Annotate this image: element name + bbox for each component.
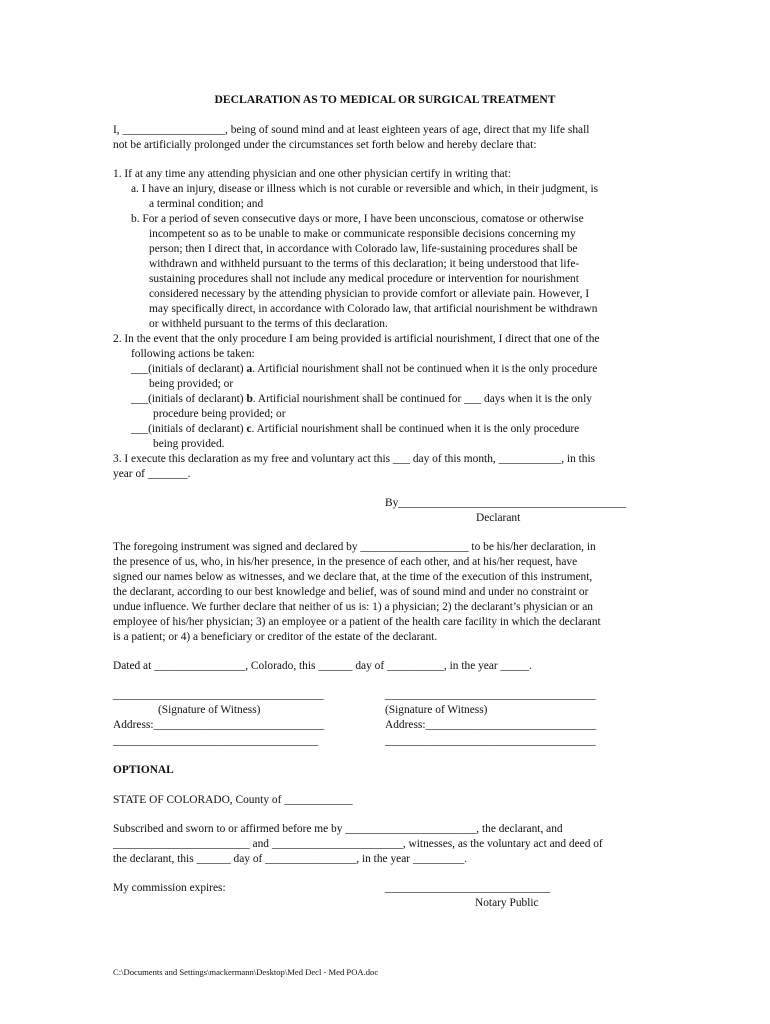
witness-para-7: is a patient; or 4) a beneficiary or creditor of the estate of the declarant. bbox=[113, 631, 438, 643]
item1-b-line-7: may specifically direct, in accordance with Colorado law, that artificial nourishment be withdrawn bbox=[149, 303, 598, 315]
witness-para-6: employee of his/her physician; 3) an employee or a patient of the health care facility in which the declarant bbox=[113, 616, 601, 628]
item2-option-b bbox=[131, 392, 592, 407]
document-title: DECLARATION AS TO MEDICAL OR SURGICAL TREATMENT bbox=[214, 93, 556, 106]
intro-line-1: I, __________________, being of sound mind and at least eighteen years of age, direct that my life shall bbox=[113, 124, 590, 136]
option-text-b: . Artificial nourishment shall be continued for ___ days when it is the only bbox=[252, 393, 592, 405]
initials-blank-b: ___(initials of declarant) bbox=[131, 393, 247, 405]
item1-b-line-2: incompetent so as to be unable to make or communicate responsible decisions concerning my bbox=[149, 228, 576, 240]
witness-left-signature-line: _____________________________________ bbox=[113, 689, 324, 701]
witness-left-address-line-2: ____________________________________ bbox=[113, 735, 319, 747]
item2-lead-1: 2. In the event that the only procedure I am being provided is artificial nourishment, I direct that one of the bbox=[113, 333, 600, 345]
item1-b-line-5: sustaining procedures shall not include any medical procedure or intervention for nourishment bbox=[149, 273, 579, 285]
initials-blank-a: ___(initials of declarant) bbox=[131, 363, 247, 375]
witness-left-label: (Signature of Witness) bbox=[158, 704, 261, 716]
witness-para-1: The foregoing instrument was signed and declared by ___________________ to be his/her declaration, in bbox=[113, 541, 596, 553]
commission-expires: My commission expires: bbox=[113, 882, 226, 894]
witness-right-address: Address:______________________________ bbox=[385, 719, 597, 731]
witness-para-4: the declarant, according to our best knowledge and belief, was of sound mind and under no constraint or bbox=[113, 586, 589, 598]
initials-blank-c: ___(initials of declarant) bbox=[131, 423, 247, 435]
witness-right-signature-line: _____________________________________ bbox=[385, 689, 596, 701]
state-county-line: STATE OF COLORADO, County of ____________ bbox=[113, 794, 353, 806]
item1-b-line-8: or withheld pursuant to the terms of this declaration. bbox=[149, 318, 388, 330]
item2-option-c bbox=[131, 422, 579, 437]
item3-line-1: 3. I execute this declaration as my free and voluntary act this ___ day of this month, ___________, in this bbox=[113, 453, 596, 465]
witness-right-address-line-2: _____________________________________ bbox=[385, 735, 596, 747]
sworn-line-1: Subscribed and sworn to or affirmed before me by _______________________, the declarant, and bbox=[113, 823, 563, 835]
item1-b-line-3: person; then I direct that, in accordance with Colorado law, life-sustaining procedures shall be bbox=[149, 243, 578, 255]
item2-option-a-cont: being provided; or bbox=[149, 378, 234, 390]
item3-line-2: year of _______. bbox=[113, 468, 191, 480]
notary-label: Notary Public bbox=[475, 897, 539, 909]
witness-para-3: signed our names below as witnesses, and we declare that, at the time of the execution of this instrument, bbox=[113, 571, 593, 583]
intro-line-2: not be artificially prolonged under the circumstances set forth below and hereby declare that: bbox=[113, 139, 537, 151]
option-text-c: . Artificial nourishment shall be continued when it is the only procedure bbox=[251, 423, 580, 435]
item1-b-line-6: considered necessary by the attending physician to provide comfort or alleviate pain. However, I bbox=[149, 288, 590, 300]
item1-b-line-1: b. For a period of seven consecutive days or more, I have been unconscious, comatose or otherwise bbox=[131, 213, 584, 225]
option-text-a: . Artificial nourishment shall not be continued when it is the only procedure bbox=[252, 363, 598, 375]
item2-option-a bbox=[131, 362, 597, 377]
sworn-line-3: the declarant, this ______ day of ________________, in the year _________. bbox=[113, 853, 467, 865]
sworn-line-2: ________________________ and _______________________, witnesses, as the voluntary act and deed of bbox=[113, 838, 603, 850]
notary-signature-line: _____________________________ bbox=[385, 882, 551, 894]
option-letter-c: c bbox=[246, 423, 252, 435]
dated-line: Dated at ________________, Colorado, this ______ day of __________, in the year _____. bbox=[113, 660, 532, 672]
witness-left-address: Address:______________________________ bbox=[113, 719, 325, 731]
witness-para-2: the presence of us, who, in his/her presence, in the presence of each other, and at his/her request, have bbox=[113, 556, 578, 568]
item1-a-line-1: a. I have an injury, disease or illness which is not curable or reversible and which, in their judgment, is bbox=[131, 183, 599, 195]
item2-option-c-cont: being provided. bbox=[153, 438, 225, 450]
optional-heading: OPTIONAL bbox=[113, 764, 174, 776]
item2-lead-2: following actions be taken: bbox=[131, 348, 255, 360]
item1-lead: 1. If at any time any attending physician and one other physician certify in writing that: bbox=[113, 168, 511, 180]
declarant-label: Declarant bbox=[476, 512, 521, 524]
item1-b-line-4: withdrawn and withheld pursuant to the terms of this declaration; it being understood that life- bbox=[149, 258, 580, 270]
option-letter-b: b bbox=[246, 393, 253, 405]
item2-option-b-cont: procedure being provided; or bbox=[153, 408, 286, 420]
file-path-footer: C:\Documents and Settings\mackermann\Desktop\Med Decl - Med POA.doc bbox=[113, 967, 379, 977]
witness-para-5: undue influence. We further declare that neither of us is: 1) a physician; 2) the declarant’s physician or an bbox=[113, 601, 593, 613]
witness-right-label: (Signature of Witness) bbox=[385, 704, 488, 716]
item1-a-line-2: a terminal condition; and bbox=[149, 198, 264, 210]
option-letter-a: a bbox=[246, 363, 253, 375]
declarant-signature-line: By________________________________________ bbox=[385, 497, 627, 509]
